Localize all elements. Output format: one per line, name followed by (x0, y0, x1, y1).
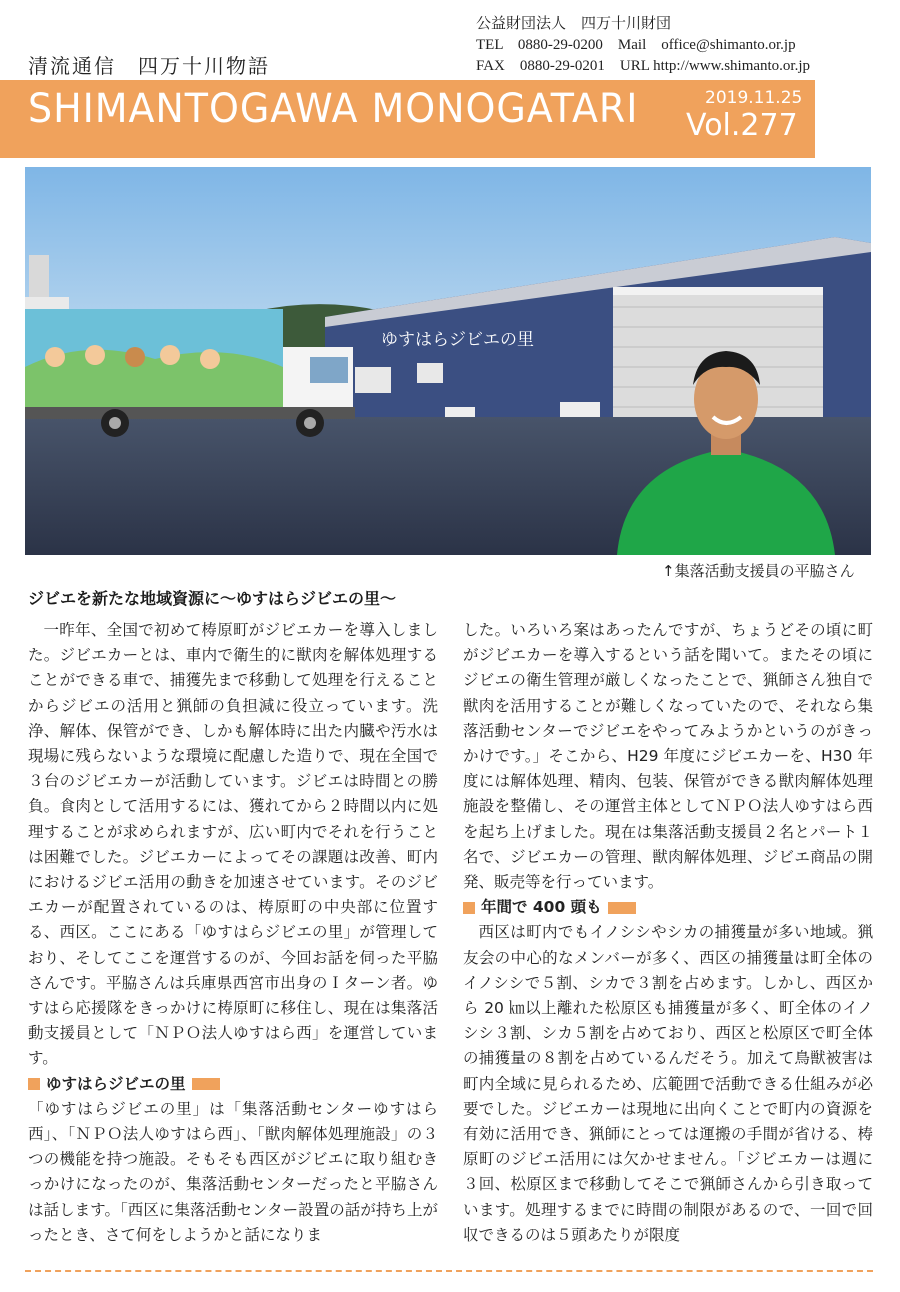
section-heading-text: 年間で 400 頭も (481, 898, 602, 917)
org-tel-mail: TEL 0880-29-0200 Mail office@shimanto.or.jp (476, 37, 796, 53)
issue-volume: Vol.277 (686, 108, 798, 143)
photo-illustration (25, 167, 871, 555)
paragraph: した。いろいろ案はあったんですが、ちょうどその頃に町がジビエカーを導入するという話を聞いて。またその頃にジビエの衛生管理が厳しくなったことで、猟師さん独自で獣肉を活用することが難しくなっていたので、それなら集落活動センターでジビエをやってみようかというのがきっかけです。」そこから、H29 年度にジビエカーを、H30 年度には解体処理、精肉、包装、保管ができる獣肉解体処理施設を整備し、その運営主体としてＮＰＯ法人ゆすはら西を起ち上げました。現在は集落活動支援員２名とパート１名で、ジビエカーの管理、獣肉解体処理、ジビエ商品の開発、販売等を行っています。 (463, 621, 873, 892)
bottom-dashed-divider (25, 1270, 873, 1272)
section-heading (28, 1072, 438, 1097)
org-fax-url: FAX 0880-29-0201 URL http://www.shimanto.or.jp (476, 58, 811, 74)
issue-date: 2019.11.25 (705, 88, 803, 108)
article-column-left (28, 618, 438, 1248)
feature-photo (25, 167, 871, 555)
org-name: 公益財団法人 四万十川財団 (476, 16, 672, 32)
org-contact-block (476, 14, 810, 77)
article-column-right (463, 618, 873, 1248)
banner-title: SHIMANTOGAWA MONOGATARI (28, 86, 639, 132)
section-heading (463, 895, 873, 920)
building-sign: ゆすはらジビエの里 (381, 330, 534, 350)
paragraph: 西区は町内でもイノシシやシカの捕獲量が多い地域。猟友会の中心的なメンバーが多く、西区の捕獲量は町全体のイノシシで５割、シカで３割を占めます。しかし、西区から 20 ㎞以上離れた松原区も捕獲量が多く、町全体のイノシシ３割、シカ５割を占めており、西区と松原区で町全体の捕獲量の８割を占めているんだそう。加えて鳥獣被害は町内全域に見られるため、広範囲で活動できる仕組みが必要でした。ジビエカーは現地に出向くことで町内の資源を有効に活用でき、猟師にとっては運搬の手間が省ける、梼原町のジビエ活用には欠かせません。「ジビエカーは週に３回、松原区まで移動してそこで猟師さんから引き取っています。処理するまでに時間の制限があるので、一回で回収できるのは５頭あたりが限度 (463, 923, 873, 1244)
section-heading-text: ゆすはらジビエの里 (46, 1074, 186, 1093)
photo-caption: ↑集落活動支援員の平脇さん (662, 562, 855, 580)
article-headline: ジビエを新たな地域資源に～ゆすはらジビエの里～ (28, 589, 397, 608)
square-bullet-icon (463, 902, 475, 914)
paragraph: 「ゆすはらジビエの里」は「集落活動センターゆすはら西」、「ＮＰＯ法人ゆすはら西」、「獣肉解体処理施設」の３つの機能を持つ施設。そもそも西区がジビエに取り組むきっかけになったのが、集落活動センターだったと平脇さんは話します。「西区に集落活動センター設置の話が持ち上がったとき、さて何をしようかと話になりま (28, 1099, 438, 1244)
accent-bar-icon (608, 902, 636, 914)
newsletter-subtitle: 清流通信 四万十川物語 (28, 54, 270, 78)
paragraph: 一昨年、全国で初めて梼原町がジビエカーを導入しました。ジビエカーとは、車内で衛生的に獣肉を解体処理することができる車で、捕獲先まで移動して処理を行えることからジビエの活用と猟師の負担減に役立っています。洗浄、解体、保管ができ、しかも解体時に出た内臓や汚水は現場に残らないような環境に配慮した造りで、現在全国で３台のジビエカーが活動しています。ジビエは時間との勝負。食肉として活用するには、獲れてから２時間以内に処理することが求められますが、広い町内でそれを行うことは困難でした。ジビエカーによってその課題は改善、町内におけるジビエ活用の動きを加速させています。そのジビエカーが配置されているのは、梼原町の中央部に位置する、西区。ここにある「ゆすはらジビエの里」が管理しており、そしてここを運営するのが、今回お話を伺った平脇さんです。平脇さんは兵庫県西宮市出身のＩターン者。ゆすはら応援隊をきっかけに梼原町に移住し、現在は集落活動支援員として「ＮＰＯ法人ゆすはら西」を運営しています。 (28, 621, 438, 1068)
square-bullet-icon (28, 1078, 40, 1090)
accent-bar-icon (192, 1078, 220, 1090)
